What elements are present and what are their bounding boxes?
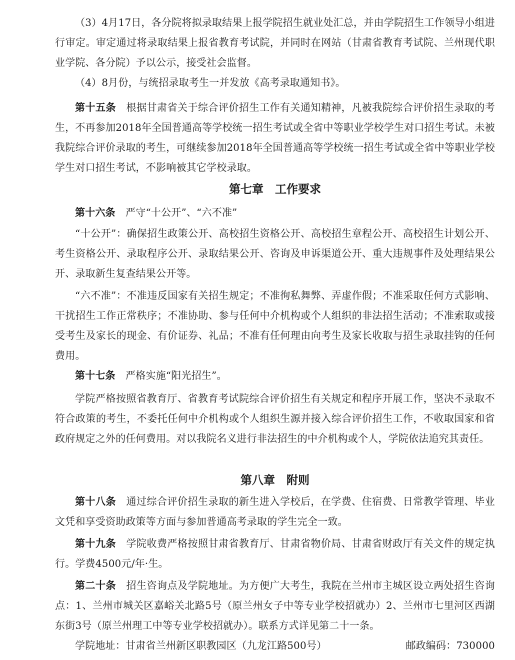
article-15-text: 根据甘肃省关于综合评价招生工作有关通知精神，凡被我院综合评价招生录取的考生，不再参加2018年全国普通高等学校统一招生考试或全省中等职业学校学生对口招生考试。未被我院综合评价录取的考生，可继续参加2018年全国普通高等学校统一招生考试或全省中等职业学校学生对口招生考试，不影响被其它学校录取。: [55, 103, 495, 174]
article-16-label: 第十六条: [75, 208, 116, 219]
college-address: [55, 637, 495, 657]
paragraph-step-3: （3）4月17日，各分院将拟录取结果上报学院招生就业处汇总，并由学院招生工作领导小组进行审定。审定通过将录取结果上报省教育考试院，并同时在网站（甘肃省教育考试院、兰州现代职业学院、各分院）予以公示，接受社会监督。: [55, 18, 495, 69]
article-17: [55, 367, 495, 387]
article-18-text: 通过综合评价招生录取的新生进入学校后，在学费、住宿费、日常教学管理、毕业文凭和享受资助政策等方面与参加普通高考录取的学生完全一致。: [55, 497, 495, 528]
address-line: [55, 637, 495, 657]
article-20-text: 招生咨询点及学院地址。为方便广大考生，我院在兰州市主城区设立两处招生咨询点：1、兰州市城关区嘉峪关北路5号（原兰州女子中等专业学校招就办）2、兰州市七里河区西湖东街3号（原兰州理工中等专业学校招就办）。联系方式详见第二十一条。: [55, 581, 495, 632]
article-20-label: 第二十条: [75, 581, 116, 592]
article-20: [55, 577, 495, 637]
article-17-label: 第十七条: [75, 371, 116, 382]
article-18-label: 第十八条: [75, 497, 116, 508]
article-19: [55, 535, 495, 575]
article-15: [55, 99, 495, 179]
article-16-text: 严守“十公开”、“六不准”: [125, 208, 238, 219]
address-text: 学院地址：甘肃省兰州新区职教园区（九龙江路500号）: [75, 641, 327, 652]
paragraph-sunshine: 学院严格按照省教育厅、省教育考试院综合评价招生有关规定和程序开展工作，坚决不录取不符合政策的考生，不委托任何中介机构或个人组织生源并接入综合评价招生工作，不收取国家和省政府规定之外的任何费用。对以我院名义进行非法招生的中介机构或个人，学院依法追究其责任。: [55, 394, 495, 445]
article-15-label: 第十五条: [75, 103, 116, 114]
article-19-text: 学院收费严格按照甘肃省教育厅、甘肃省物价局、甘肃省财政厅有关文件的规定执行。学费4500元/年·生。: [55, 539, 495, 570]
chapter-7-title: 第七章 工作要求: [229, 182, 321, 196]
paragraph-six-forbidden: “六不准”：不准违反国家有关招生规定；不准徇私舞弊、弄虚作假；不准采取任何方式影响、干扰招生工作正常秩序；不准协助、参与任何中介机构或个人组织的非法招生活动；不准索取或接受考生及家长的现金、有价证券、礼品；不准有任何理由向考生及家长收取与招生录取挂钩的任何费用。: [55, 291, 495, 362]
postcode-text: 邮政编码：730000: [405, 641, 495, 652]
article-18: [55, 493, 495, 533]
paragraph-ten-public: “十公开”：确保招生政策公开、高校招生资格公开、高校招生章程公开、高校招生计划公开、考生资格公开、录取程序公开、录取结果公开、咨询及申诉渠道公开、重大违规事件及处理结果公开、录取新生复查结果公开等。: [55, 229, 495, 280]
article-16: [55, 204, 495, 224]
paragraph-step-4: （4）8月份，与统招录取考生一并发放《高考录取通知书》。: [75, 78, 346, 89]
article-19-label: 第十九条: [75, 539, 116, 550]
chapter-8-title: 第八章 附则: [240, 473, 310, 487]
article-17-text: 严格实施“阳光招生”。: [125, 371, 227, 382]
